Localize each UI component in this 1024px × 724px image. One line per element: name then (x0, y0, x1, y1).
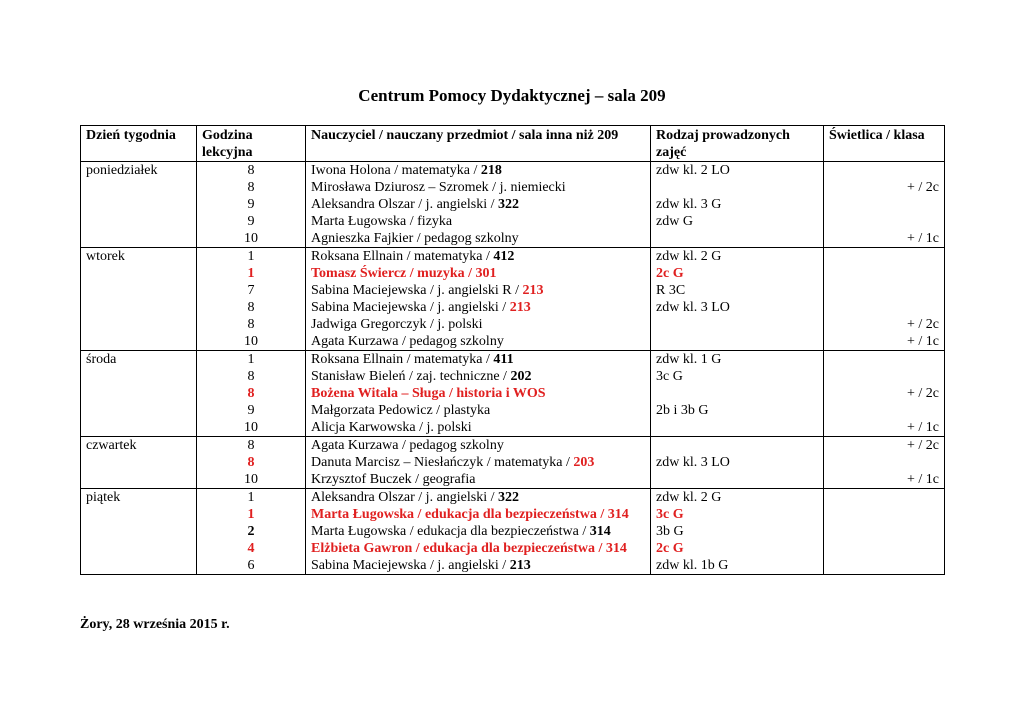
day-cell: wtorek (81, 248, 197, 351)
club-value (829, 557, 939, 574)
teacher-entry (311, 265, 645, 282)
club-value (829, 523, 939, 540)
room-number: 213 (509, 300, 531, 315)
club-value: + / 1c (907, 334, 939, 349)
club-value (829, 489, 939, 506)
teacher-entry (311, 248, 645, 265)
teacher-entry (311, 454, 645, 471)
teacher-entry (311, 333, 645, 350)
teacher-entry (311, 368, 645, 385)
teacher-subject-text: Małgorzata Pedowicz / plastyka (311, 403, 491, 418)
hour-value: 8 (247, 455, 255, 470)
class-type-value: 3c G (656, 507, 684, 522)
teacher-entry (311, 316, 645, 333)
teacher-subject-text: Aleksandra Olszar / j. angielski / (311, 490, 499, 505)
club-value: + / 1c (907, 231, 939, 246)
teacher-subject-text: Sabina Maciejewska / j. angielski / (311, 300, 510, 315)
class-type-value: zdw kl. 2 G (656, 249, 722, 264)
teacher-subject-text: Agata Kurzawa / pedagog szkolny (311, 334, 504, 349)
class-type-value: zdw kl. 2 LO (656, 163, 730, 178)
header-hour: Godzina lekcyjna (197, 126, 306, 162)
teacher-subject-text: Tomasz Świercz / muzyka / 301 (311, 266, 497, 281)
teacher-entry (311, 162, 645, 179)
teacher-subject-text: Sabina Maciejewska / j. angielski R / (311, 283, 523, 298)
hour-value: 8 (247, 369, 255, 384)
hour-cell (197, 489, 306, 575)
hour-value: 8 (247, 317, 255, 332)
room-number: 218 (480, 163, 502, 178)
club-value (829, 162, 939, 179)
teacher-entry (311, 471, 645, 488)
hour-value: 8 (247, 180, 255, 195)
club-value (829, 299, 939, 316)
teacher-subject-text: Mirosława Dziurosz – Szromek / j. niemiecki (311, 180, 566, 195)
teacher-subject-text: Agata Kurzawa / pedagog szkolny (311, 438, 504, 453)
hour-value: 1 (247, 266, 255, 281)
teacher-entry (311, 437, 645, 454)
class-type-value: 3b G (656, 524, 684, 539)
teacher-subject-text: Elżbieta Gawron / edukacja dla bezpieczeństwa / 314 (311, 541, 627, 556)
hour-value: 9 (247, 197, 255, 212)
class-type-value: zdw kl. 1b G (656, 558, 729, 573)
class-type-value (656, 437, 818, 454)
teacher-entry (311, 540, 645, 557)
teacher-entry (311, 402, 645, 419)
class-type-value: 2c G (656, 541, 684, 556)
teacher-entry (311, 523, 645, 540)
club-cell (824, 489, 945, 575)
hour-value: 8 (247, 163, 255, 178)
class-type-value (656, 230, 818, 247)
club-cell (824, 162, 945, 248)
club-value (829, 540, 939, 557)
class-type-value: zdw kl. 2 G (656, 490, 722, 505)
page-title: Centrum Pomocy Dydaktycznej – sala 209 (358, 86, 666, 105)
teacher-entry (311, 419, 645, 436)
class-type-value (656, 419, 818, 436)
club-value (829, 454, 939, 471)
teacher-entry (311, 213, 645, 230)
hour-value: 1 (247, 352, 255, 367)
club-value: + / 2c (907, 180, 939, 195)
teacher-entry (311, 489, 645, 506)
room-number: 322 (498, 197, 520, 212)
teacher-subject-text: Roksana Ellnain / matematyka / (311, 352, 494, 367)
teacher-entry (311, 385, 645, 402)
teacher-cell (306, 248, 651, 351)
teacher-subject-text: Marta Ługowska / edukacja dla bezpieczeństwa / (311, 524, 590, 539)
type-cell (651, 351, 824, 437)
teacher-subject-text: Stanisław Bieleń / zaj. techniczne / (311, 369, 511, 384)
teacher-subject-text: Bożena Witala – Sługa / historia i WOS (311, 386, 546, 401)
hour-value: 10 (244, 472, 258, 487)
hour-cell (197, 351, 306, 437)
room-number: 322 (498, 490, 520, 505)
teacher-entry (311, 230, 645, 247)
teacher-cell (306, 351, 651, 437)
hour-value: 10 (244, 334, 258, 349)
header-club: Świetlica / klasa (824, 126, 945, 162)
room-number: 213 (522, 283, 544, 298)
header-day: Dzień tygodnia (81, 126, 197, 162)
class-type-value: R 3C (656, 283, 686, 298)
class-type-value: zdw kl. 3 G (656, 197, 722, 212)
hour-cell (197, 162, 306, 248)
class-type-value: 3c G (656, 369, 683, 384)
class-type-value: zdw G (656, 214, 693, 229)
hour-value: 8 (247, 300, 255, 315)
club-value (829, 248, 939, 265)
table-row (81, 162, 945, 248)
class-type-value: zdw kl. 3 LO (656, 455, 730, 470)
teacher-entry (311, 506, 645, 523)
teacher-entry (311, 179, 645, 196)
hour-value: 1 (247, 249, 255, 264)
schedule-table (80, 125, 945, 575)
teacher-subject-text: Sabina Maciejewska / j. angielski / (311, 558, 510, 573)
teacher-subject-text: Marta Ługowska / edukacja dla bezpieczeństwa / 314 (311, 507, 629, 522)
day-cell: poniedziałek (81, 162, 197, 248)
hour-value: 4 (247, 541, 255, 556)
teacher-subject-text: Roksana Ellnain / matematyka / (311, 249, 494, 264)
room-number: 202 (510, 369, 532, 384)
class-type-value (656, 471, 818, 488)
table-row (81, 351, 945, 437)
hour-value: 9 (247, 214, 255, 229)
club-value: + / 1c (907, 472, 939, 487)
table-header-row (81, 126, 945, 162)
hour-value: 10 (244, 231, 258, 246)
room-number: 203 (573, 455, 595, 470)
class-type-value (656, 316, 818, 333)
table-row (81, 489, 945, 575)
club-value (829, 368, 939, 385)
club-value (829, 282, 939, 299)
class-type-value (656, 385, 818, 402)
type-cell (651, 162, 824, 248)
hour-value: 8 (247, 386, 255, 401)
hour-cell (197, 437, 306, 489)
class-type-value: 2b i 3b G (656, 403, 709, 418)
club-value (829, 351, 939, 368)
teacher-subject-text: Alicja Karwowska / j. polski (311, 420, 472, 435)
club-value: + / 2c (907, 386, 939, 401)
club-value (829, 506, 939, 523)
room-number: 314 (589, 524, 611, 539)
teacher-subject-text: Krzysztof Buczek / geografia (311, 472, 476, 487)
room-number: 213 (509, 558, 531, 573)
teacher-entry (311, 282, 645, 299)
hour-cell (197, 248, 306, 351)
type-cell (651, 248, 824, 351)
club-value (829, 265, 939, 282)
type-cell (651, 489, 824, 575)
table-row (81, 437, 945, 489)
hour-value: 6 (247, 558, 255, 573)
club-cell (824, 248, 945, 351)
teacher-cell (306, 489, 651, 575)
class-type-value: 2c G (656, 266, 684, 281)
teacher-entry (311, 299, 645, 316)
teacher-subject-text: Agnieszka Fajkier / pedagog szkolny (311, 231, 519, 246)
teacher-entry (311, 196, 645, 213)
club-cell (824, 351, 945, 437)
hour-value: 1 (247, 490, 255, 505)
teacher-cell (306, 437, 651, 489)
hour-value: 9 (247, 403, 255, 418)
teacher-entry (311, 351, 645, 368)
room-number: 412 (493, 249, 515, 264)
type-cell (651, 437, 824, 489)
hour-value: 8 (247, 438, 255, 453)
hour-value: 1 (247, 507, 255, 522)
hour-value: 10 (244, 420, 258, 435)
teacher-cell (306, 162, 651, 248)
footer-date: Żory, 28 września 2015 r. (80, 617, 230, 632)
header-type: Rodzaj prowadzonych zajęć (651, 126, 824, 162)
class-type-value (656, 179, 818, 196)
club-value (829, 213, 939, 230)
club-value (829, 402, 939, 419)
teacher-subject-text: Jadwiga Gregorczyk / j. polski (311, 317, 483, 332)
class-type-value: zdw kl. 1 G (656, 352, 722, 367)
club-value: + / 2c (907, 317, 939, 332)
class-type-value: zdw kl. 3 LO (656, 300, 730, 315)
teacher-entry (311, 557, 645, 574)
club-value (829, 196, 939, 213)
teacher-subject-text: Danuta Marcisz – Niesłańczyk / matematyka / (311, 455, 574, 470)
club-cell (824, 437, 945, 489)
day-cell: piątek (81, 489, 197, 575)
day-cell: czwartek (81, 437, 197, 489)
day-cell: środa (81, 351, 197, 437)
teacher-subject-text: Iwona Holona / matematyka / (311, 163, 481, 178)
teacher-subject-text: Marta Ługowska / fizyka (311, 214, 453, 229)
hour-value: 7 (247, 283, 255, 298)
table-row (81, 248, 945, 351)
club-value: + / 1c (907, 420, 939, 435)
class-type-value (656, 333, 818, 350)
header-teacher: Nauczyciel / nauczany przedmiot / sala inna niż 209 (306, 126, 651, 162)
club-value: + / 2c (907, 438, 939, 453)
hour-value: 2 (247, 524, 255, 539)
teacher-subject-text: Aleksandra Olszar / j. angielski / (311, 197, 499, 212)
room-number: 411 (493, 352, 514, 367)
